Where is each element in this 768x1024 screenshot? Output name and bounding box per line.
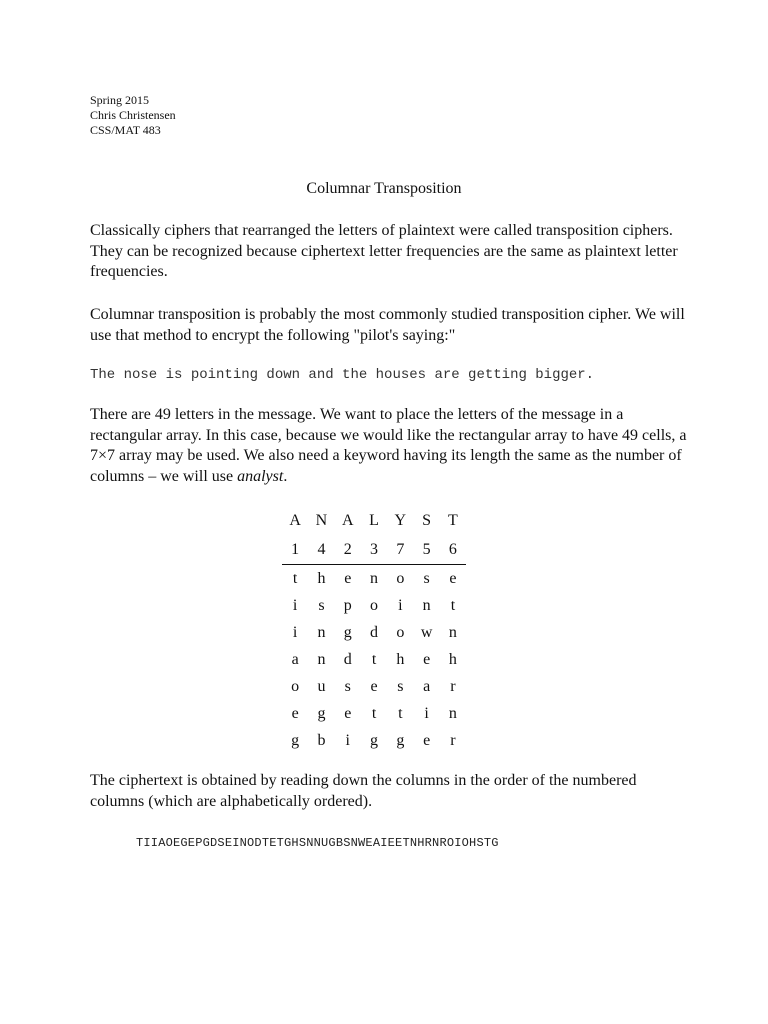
grid-letter-cell: o	[370, 596, 379, 614]
grid-letter-cell: e	[344, 704, 352, 722]
document-header	[90, 93, 176, 138]
grid-letter-cell: n	[317, 623, 326, 641]
grid-letter-cell: d	[370, 623, 379, 641]
grid-row	[282, 592, 466, 619]
grid-letter-cell: g	[343, 623, 352, 641]
grid-row	[282, 673, 466, 700]
keyword-letter-cell: A	[289, 512, 301, 529]
grid-letter-cell: r	[450, 677, 456, 695]
grid-letter-cell: e	[423, 731, 431, 749]
keyword-emphasis: analyst	[237, 467, 284, 485]
ciphertext-line: TIIAOEGEPGDSEINODTETGHSNNUGBSNWEAIEETNHRNROIOHSTG	[136, 836, 499, 850]
grid-row	[282, 727, 466, 754]
grid-letter-cell: g	[396, 731, 405, 749]
grid-letter-cell: n	[448, 623, 457, 641]
grid-letter-cell: i	[424, 704, 429, 722]
grid-letter-cell: g	[291, 731, 300, 749]
grid-letter-cell: s	[423, 569, 430, 587]
grid-letter-cell: a	[423, 677, 431, 695]
grid-letter-cell: e	[423, 650, 431, 668]
grid-letter-cell: s	[344, 677, 351, 695]
keyword-letter-cell: L	[369, 512, 379, 529]
column-number-cell: 6	[440, 535, 466, 565]
keyword-row	[282, 507, 466, 535]
grid-letter-cell: s	[318, 596, 325, 614]
grid-letter-cell: g	[370, 731, 379, 749]
column-number-cell: 3	[361, 535, 387, 565]
grid-letter-cell: d	[343, 650, 352, 668]
grid-letter-cell: t	[371, 650, 377, 668]
column-number-cell: 1	[282, 535, 308, 565]
grid-row	[282, 619, 466, 646]
grid-letter-cell: p	[343, 596, 352, 614]
grid-letter-cell: t	[450, 596, 456, 614]
reading-paragraph: The ciphertext is obtained by reading down the columns in the order of the numbered columns (which are alphabetically ordered).	[90, 772, 637, 810]
grid-letter-cell: i	[292, 596, 298, 614]
page-title: Columnar Transposition	[306, 180, 462, 197]
course-line: CSS/MAT 483	[90, 123, 161, 137]
grid-letter-cell: h	[317, 569, 326, 587]
column-number-cell: 2	[335, 535, 361, 565]
array-paragraph-end: .	[283, 467, 288, 485]
grid-letter-cell: i	[398, 596, 403, 614]
grid-letter-cell: i	[292, 623, 298, 641]
grid-letter-cell: n	[422, 596, 431, 614]
grid-letter-cell: n	[448, 704, 457, 722]
column-number-cell: 5	[413, 535, 439, 565]
array-paragraph	[90, 405, 690, 487]
grid-letter-cell: e	[370, 677, 378, 695]
keyword-letter-cell: A	[341, 512, 354, 529]
grid-letter-cell: b	[317, 731, 326, 749]
grid-row	[282, 646, 466, 673]
keyword-letter-cell: T	[448, 512, 458, 529]
grid-letter-cell: e	[291, 704, 299, 722]
grid-letter-cell: h	[396, 650, 405, 668]
keyword-letter-cell: Y	[394, 512, 407, 529]
grid-letter-cell: s	[397, 677, 404, 695]
grid-letter-cell: g	[317, 704, 326, 722]
grid-letter-cell: e	[344, 569, 352, 587]
grid-letter-cell: o	[396, 623, 405, 641]
intro-paragraph: Classically ciphers that rearranged the letters of plaintext were called transposition ciphers. They can be recognized because ciphertext letter frequencies are the same as plaintext letter frequencies.	[90, 222, 678, 280]
grid-row	[282, 565, 466, 593]
grid-letter-cell: t	[398, 704, 403, 722]
grid-row	[282, 700, 466, 727]
column-number-cell: 4	[308, 535, 334, 565]
grid-letter-cell: u	[317, 677, 326, 695]
array-paragraph-text: There are 49 letters in the message. We want to place the letters of the message in a rectangular array. In this case, because we would like the rectangular array to have 49 cells, a 7×7 array may be used. We also need a keyword having its length the same as the number of columns – we will use	[90, 406, 687, 485]
grid-letter-cell: o	[396, 569, 405, 587]
keyword-letter-cell: N	[315, 512, 328, 529]
grid-letter-cell: n	[370, 569, 379, 587]
grid-letter-cell: n	[317, 650, 326, 668]
transposition-grid	[282, 507, 466, 754]
column-order-row	[282, 535, 466, 565]
plaintext-line: The nose is pointing down and the houses are getting bigger.	[90, 367, 595, 383]
grid-letter-cell: w	[420, 623, 433, 641]
author-line: Chris Christensen	[90, 108, 176, 122]
grid-letter-cell: r	[450, 731, 456, 749]
method-paragraph: Columnar transposition is probably the most commonly studied transposition cipher. We will use that method to encrypt the following "pilot's saying:"	[90, 306, 685, 344]
term-line: Spring 2015	[90, 93, 150, 107]
column-number-cell: 7	[387, 535, 413, 565]
grid-letter-cell: h	[448, 650, 457, 668]
grid-letter-cell: a	[291, 650, 299, 668]
grid-letter-cell: t	[371, 704, 377, 722]
grid-letter-cell: t	[292, 569, 298, 587]
grid-letter-cell: o	[291, 677, 300, 695]
grid-letter-cell: e	[449, 569, 457, 587]
keyword-letter-cell: S	[422, 512, 432, 529]
grid-letter-cell: i	[345, 731, 350, 749]
